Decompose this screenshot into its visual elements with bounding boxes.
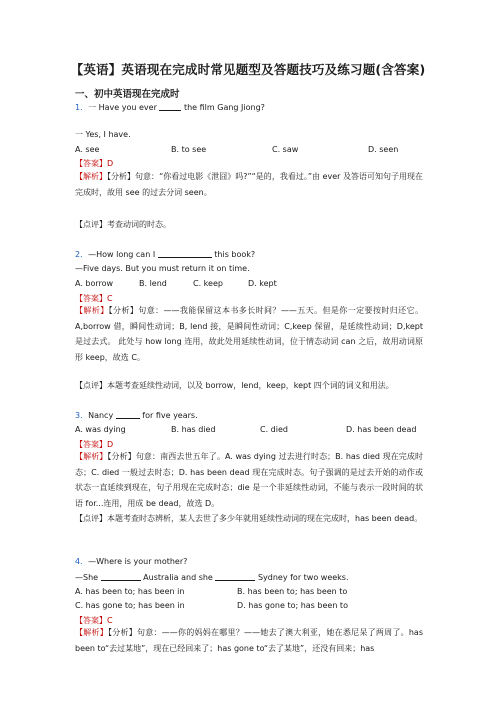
q4-option-a: A. has been to; has been in — [75, 587, 185, 596]
q3-analysis-text: 【分析】句意：南西去世五年了。A. was dying 过去进行时态；B. has died 现在完成时态；C. died 一般过去时态；D. has been dead 现在完成时态。句子强调的是过去开始的动作或状态一直延续到现在，句子用现在完成时态；die 是一个非延续性动词，不能与表示一段时间的状语 for...连用，用成 be dead，故选 D。 — [75, 452, 424, 508]
q4-analysis — [75, 625, 423, 656]
q2-comment: 【点评】本题考查延续性动词，以及 borrow，lend，keep，kept 四个词的词义和用法。 — [75, 381, 394, 390]
q3-option-a: A. was dying — [75, 425, 126, 434]
q4-stem — [75, 557, 187, 567]
q4-text-a: —She — [75, 573, 99, 582]
q3-text-a: Nancy — [88, 411, 114, 420]
q4-analysis-tag: 【解析】 — [75, 628, 109, 637]
q1-text-b: the film Gang Jiong? — [183, 103, 265, 112]
q4-answer-tag: 【答案】 — [75, 616, 107, 625]
q1-option-a: A. see — [75, 145, 100, 154]
q1-answer-tag: 【答案】 — [75, 159, 107, 168]
q3-blank — [116, 410, 140, 419]
q2-number: 2． — [75, 250, 89, 259]
q4-option-c: C. has gone to; has been in — [75, 601, 185, 610]
q1-analysis-tag: 【解析】 — [75, 172, 108, 181]
q1-answer — [75, 159, 113, 169]
q3-option-c: C. died — [260, 425, 288, 434]
q2-answer-tag: 【答案】 — [75, 294, 107, 303]
q4-analysis-text: 【分析】句意：——你的妈妈在哪里？——她去了澳大利亚，她在悉尼呆了两周了。has been to“去过某地”，现在已经回来了；has gone to“去了某地”，还没有回来；has — [75, 628, 424, 653]
q4-reply — [75, 572, 349, 583]
q2-analysis-text: 【分析】句意：——我能保留这本书多长时间？——五天。但是你一定要按时归还它。A,borrow 借，瞬间性动词；B, lend 接，是瞬间性动词；C,keep 保留，是延续性动词；D,kept 是过去式。 此处与 how long 连用，故此处用延续性动词，位于情态动词 can 之后，故用动词原形 keep，故选 C。 — [75, 306, 423, 362]
q1-stem — [75, 102, 265, 113]
q1-option-c: C. saw — [272, 145, 299, 154]
page-title: 【英语】英语现在完成时常见题型及答题技巧及练习题(含答案) — [70, 62, 426, 77]
q3-analysis — [75, 449, 423, 511]
q1-reply: 一 Yes, I have. — [75, 130, 131, 139]
q4-text-c: Sydney for two weeks. — [257, 573, 349, 582]
q3-option-b: B. has died — [171, 425, 216, 434]
q4-option-b: B. has been to; has been to — [237, 587, 348, 596]
q2-blank — [158, 249, 212, 258]
q2-reply: —Five days. But you must return it on time. — [75, 264, 250, 273]
q1-number: 1． — [75, 103, 89, 112]
q2-text-b: this book? — [214, 250, 256, 259]
q1-option-b: B. to see — [171, 145, 207, 154]
q3-stem — [75, 410, 198, 421]
q4-blank-2 — [215, 572, 255, 581]
q2-stem — [75, 249, 255, 260]
q3-text-b: for five years. — [142, 411, 198, 420]
q2-option-b: B. lend — [139, 279, 167, 288]
q3-number: 3． — [75, 411, 89, 420]
q3-analysis-tag: 【解析】 — [75, 452, 108, 461]
q2-analysis-tag: 【解析】 — [75, 306, 109, 315]
q4-blank-1 — [101, 572, 141, 581]
q3-answer-value: D — [107, 440, 114, 449]
q2-answer-value: C — [107, 294, 113, 303]
section-heading: 一、初中英语现在完成时 — [75, 89, 180, 100]
q3-comment: 【点评】本题考查时态辨析，某人去世了多少年就用延续性动词的现在完成时，has been dead。 — [75, 514, 423, 523]
q3-option-d: D. has been dead — [346, 425, 417, 434]
q3-answer-tag: 【答案】 — [75, 440, 107, 449]
q2-text-a: —How long can I — [88, 250, 156, 259]
q1-analysis-text: 【分析】句意：“你看过电影《泄囧》吗?”“是的，我看过。”由 ever 及答语可知句子用现在完成时，故用 see 的过去分词 seen。 — [75, 172, 424, 197]
q4-answer-value: C — [107, 616, 113, 625]
q4-number: 4． — [75, 557, 89, 566]
q4-text: —Where is your mother? — [88, 557, 188, 566]
q1-option-d: D. seen — [368, 145, 399, 154]
q4-option-d: D. has gone to; has been to — [237, 601, 348, 610]
q2-analysis — [75, 303, 423, 365]
q1-answer-value: D — [107, 159, 114, 168]
q1-text-a: 一 Have you ever — [88, 103, 157, 112]
q4-text-b: Australia and she — [143, 573, 213, 582]
q1-comment: 【点评】考查动词的时态。 — [75, 220, 171, 229]
q2-option-d: D. kept — [248, 279, 277, 288]
q1-analysis — [75, 169, 423, 200]
q2-option-a: A. borrow — [75, 279, 114, 288]
q2-option-c: C. keep — [193, 279, 223, 288]
q1-blank — [159, 102, 181, 111]
